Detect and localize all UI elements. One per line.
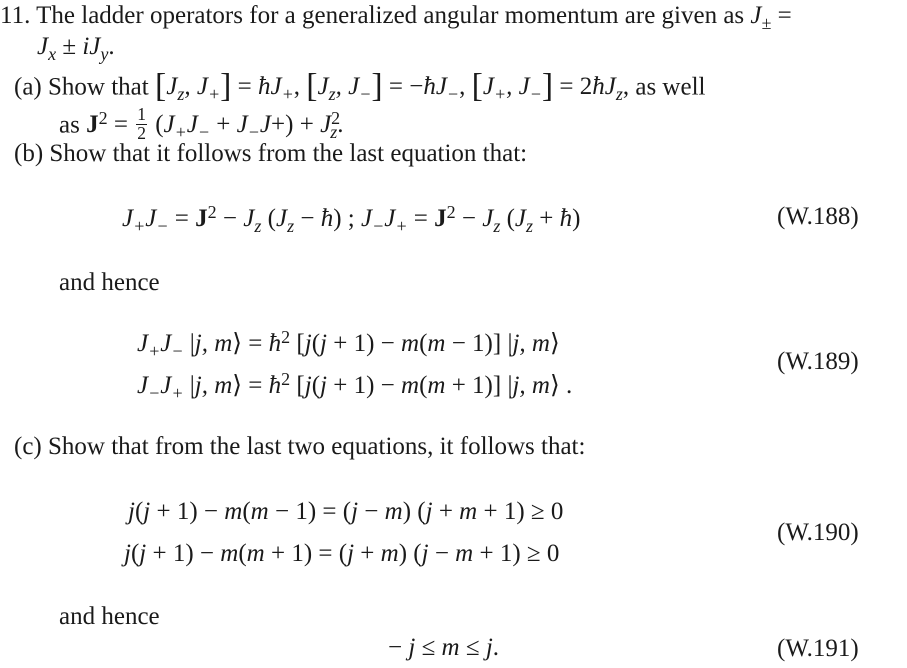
part-b-label: (b) — [14, 140, 44, 167]
part-a-label: (a) — [14, 73, 42, 101]
problem-intro: The ladder operators for a generalized angular momentum are given as — [36, 2, 745, 29]
equation-number-w188: (W.188) — [777, 203, 859, 230]
equation-w189-line-2: $J_-J_+$ |j, m⟩ = $ħ^2$ [j(j + 1) − m(m + 1)] |j, m⟩ . — [137, 369, 573, 403]
part-b-text: Show that it follows from the last equation that: — [49, 140, 528, 167]
equation-w191: − j ≤ m ≤ j. — [388, 634, 500, 661]
equals-sign: = — [777, 2, 792, 29]
equation-w190-line-1: j(j + 1) − m(m − 1) = (j − m) (j + m + 1) ≥ 0 — [128, 498, 564, 525]
part-c-label: (c) — [14, 433, 42, 460]
problem-number: 11. — [0, 2, 31, 29]
ladder-operator-symbol: $J_\pm$ — [750, 2, 772, 33]
problem-line-1 — [0, 3, 792, 32]
part-a-line-2 — [59, 106, 344, 142]
part-b-line — [14, 141, 527, 166]
equation-w189-line-1: $J_+J_-$ |j, m⟩ = $ħ^2$ [j(j + 1) − m(m − 1)] |j, m⟩ — [137, 327, 560, 361]
equation-w190-line-2: j(j + 1) − m(m + 1) = (j + m) (j − m + 1) ≥ 0 — [124, 540, 560, 567]
equation-number-w191: (W.191) — [777, 635, 859, 662]
equation-number-w190: (W.190) — [777, 519, 859, 546]
part-a-as-well: as well — [635, 73, 706, 101]
part-c-text: Show that from the last two equations, it follows that: — [48, 433, 586, 460]
problem-line-2: $J_x \pm iJ_y$. — [37, 33, 115, 64]
equation-w188: $J_+J_- = J^2 - J_z$ ($J_z$ − ħ) ; $J_-J_+ = J^2 - J_z$ ($J_z$ + ħ) — [122, 202, 581, 236]
part-c-line — [14, 434, 585, 459]
part-a-line-1 — [14, 70, 705, 104]
part-a-show-that: Show that — [48, 73, 149, 101]
j-squared-equation: $J^2$ = $\frac{1}{2}$ $(J_+J_- + J_-J+) + J^2_z$. — [86, 104, 344, 143]
and-hence-text-1: and hence — [59, 269, 160, 296]
commutator-equations: [$J_z$, $J_+$] = $ħJ_+$, [$J_z$, $J_-$] = $-ħJ_-$, [$J_+$, $J_-$] = $2ħJ_z$, — [154, 68, 636, 105]
part-a-as: as — [59, 111, 80, 139]
and-hence-text-2: and hence — [59, 603, 160, 630]
equation-number-w189: (W.189) — [777, 348, 859, 375]
